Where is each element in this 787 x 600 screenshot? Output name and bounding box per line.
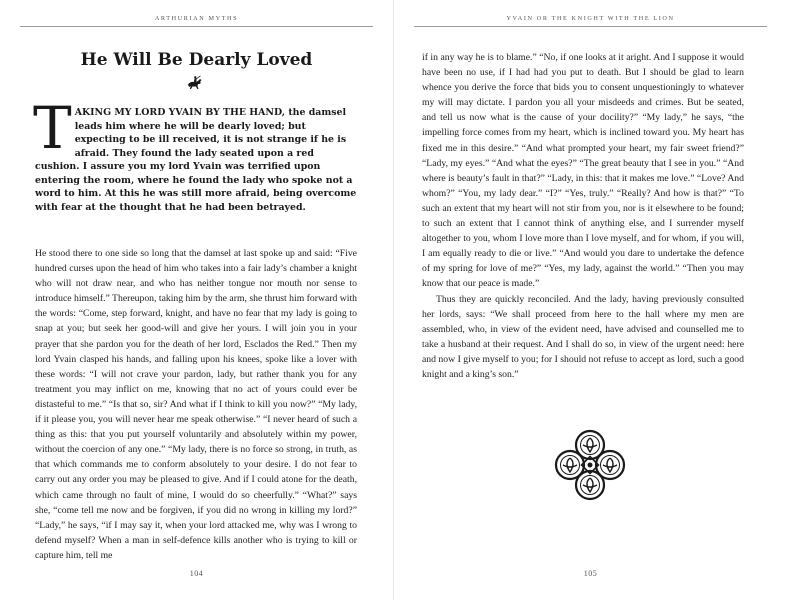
celtic-knot-icon bbox=[554, 429, 626, 501]
knight-on-horse-icon bbox=[186, 75, 204, 91]
intro-lead: AKING MY LORD YVAIN BY THE HAND, bbox=[74, 107, 286, 118]
drop-cap: T bbox=[33, 94, 72, 162]
body-text-right bbox=[422, 50, 744, 382]
paragraph: Thus they are quickly reconciled. And the lady, having previously consulted her lords, says: “We shall proceed from here to the hall where my men are assembled, who, in view of the evident need, have advised and counselled me to take a husband at their request. And I shall do so, in view of the urgent need: here and now I give myself to you; for I should not refuse to accept as lord, such a good knight and a king’s son.” bbox=[422, 293, 744, 380]
right-page bbox=[394, 0, 787, 600]
header-rule-right bbox=[414, 26, 767, 27]
chapter-title: He Will Be Dearly Loved bbox=[80, 50, 313, 70]
running-head-right: YVAIN OR THE KNIGHT WITH THE LION bbox=[506, 15, 675, 22]
paragraph: if in any way he is to blame.” “No, if one looks at it aright. And I suppose it would have been no use, if I had had you put to death. But I should be glad to learn whence you derive the force that bids you to consent unquestioningly to whatever my will may dictate. I pardon you all your misdeeds and crimes. But be seated, and tell us now what is the cause of your docility?” “My lady,” he says, “the impelling force comes from my heart, which is inclined toward you. My heart has fixed me in this desire.” “And what prompted your heart, my fair sweet friend?” “Lady, my eyes.” “And what the eyes?” “The great beauty that I see in you.” “And where is beauty’s fault in that?” “Lady, in this: that it makes me love.” “Love? And whom?” “You, my lady dear.” “I?” “Yes, truly.” “Really? And how is that?” “To such an extent that my heart will not stir from you, nor is it elsewhere to be found; to such an extent that I cannot think of anything else, and I surrender myself altogether to you, whom I love more than I love myself, and for whom, if you will, I am equally ready to die or live.” “And would you dare to undertake the defence of my spring for love of me?” “Yes, my lady, against the world.” “Then you may know that our peace is made.” bbox=[422, 52, 744, 290]
header-rule-left bbox=[20, 26, 373, 27]
left-page bbox=[0, 0, 393, 600]
running-head-left: ARTHURIAN MYTHS bbox=[154, 15, 239, 22]
intro-rest: the damsel leads him where he will be dearly loved; but expecting to be ill received, it is not strange if he is afraid. They found the lady seated upon a red cushion. I assure you my lord Yvain was terrified upon entering the room, where he found the lady who spoke not a word to him. At this he was still more afraid, being overcome with fear at the thought that he had been betrayed. bbox=[35, 107, 357, 213]
intro-paragraph bbox=[33, 94, 357, 214]
page-number-right: 105 bbox=[583, 569, 598, 578]
page-number-left: 104 bbox=[189, 569, 204, 578]
paragraph: He stood there to one side so long that the damsel at last spoke up and said: “Five hundred curses upon the head of him who takes into a fair lady’s chamber a knight who will not draw near, and who has neither tongue nor mouth nor sense to introduce himself.” Thereupon, taking him by the arm, she thrust him forward with the words: “Come, step forward, knight, and have no fear that my lady is going to snap at you; but seek her good-will and give her yours. I will join you in your prayer that she pardon you for the death of her lord, Esclados the Red.” Then my lord Yvain clasped his hands, and falling upon his knees, spoke like a lover with these words: “I will not crave your pardon, lady, but rather thank you for any treatment you may inflict on me, knowing that no act of yours could ever be distasteful to me.” “Is that so, sir? And what if I think to kill you now?” “My lady, if it please you, you will never hear me speak otherwise.” “I never heard of such a thing as this: that you put yourself voluntarily and absolutely within my power, without the coercion of any one.” “My lady, there is no force so strong, in truth, as that which commands me to conform absolutely to your desire. I do not fear to carry out any order you may be pleased to give. And if I could atone for the death, which came through no fault of mine, I would do so cheerfully.” “What?” says she, “come tell me now and be forgiven, if you did no wrong in killing my lord?” “Lady,” he says, “if I may say it, when your lord attacked me, why was I wrong to defend myself? When a man in self-defence kills another who is trying to kill or capture him, tell me bbox=[35, 248, 357, 561]
body-text-left bbox=[35, 246, 357, 563]
